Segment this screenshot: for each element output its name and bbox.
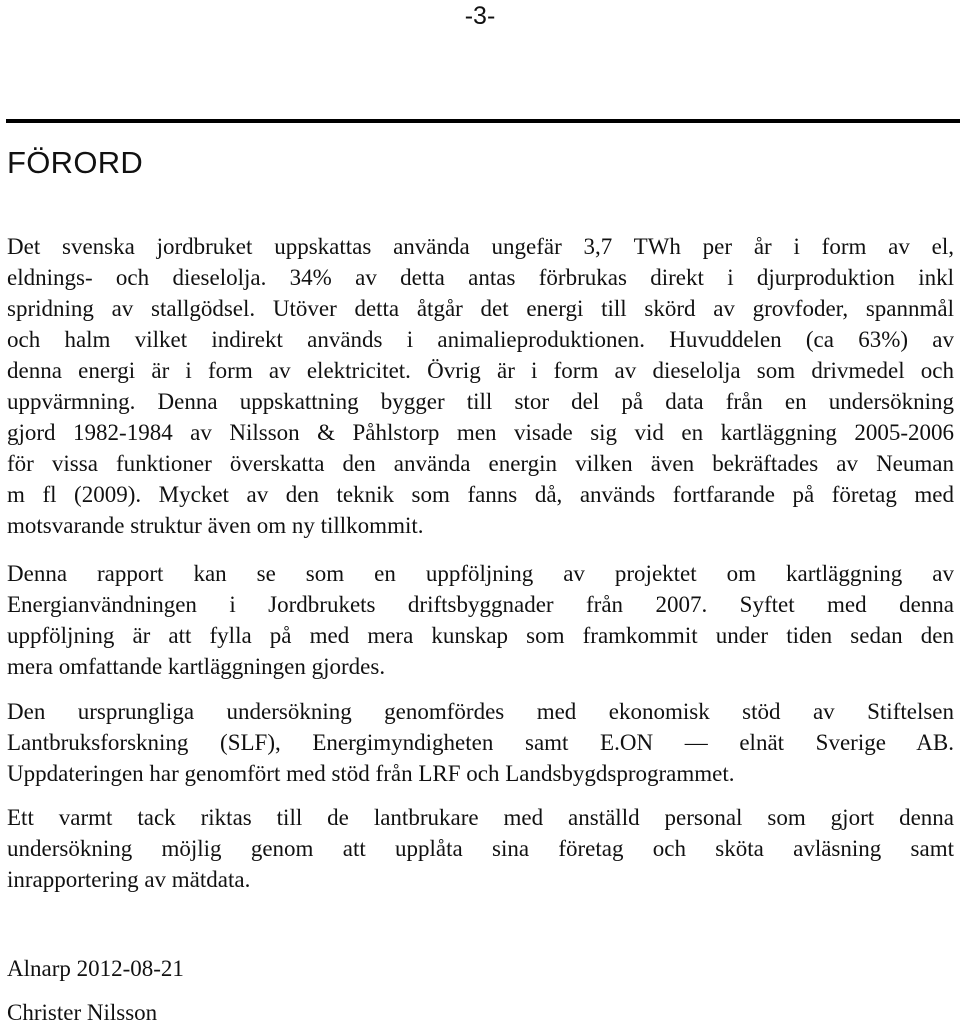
text-line: Den ursprungliga undersökning genomfördes med ekonomisk stöd av Stiftelsen: [7, 699, 954, 724]
text-line: undersökning möjlig genom att upplåta sina företag och sköta avläsning samt: [7, 836, 954, 861]
signature-name: Christer Nilsson: [7, 1000, 158, 1025]
text-line: Lantbruksforskning (SLF), Energimyndigheten samt E.ON — elnät Sverige AB.: [7, 730, 954, 755]
paragraph-intro: [7, 231, 954, 541]
header-rule: [6, 119, 960, 123]
text-line: spridning av stallgödsel. Utöver detta åtgår det energi till skörd av grovfoder, spannmål: [7, 296, 954, 321]
paragraph-report: [7, 558, 954, 682]
text-line: gjord 1982-1984 av Nilsson & Påhlstorp men visade sig vid en kartläggning 2005-2006: [7, 420, 954, 445]
text-line: uppvärmning. Denna uppskattning bygger till stor del på data från en undersökning: [7, 389, 954, 414]
text-line: mera omfattande kartläggningen gjordes.: [7, 654, 386, 679]
text-line: eldnings- och dieselolja. 34% av detta antas förbrukas direkt i djurproduktion inkl: [7, 265, 954, 290]
text-line: Energianvändningen i Jordbrukets driftsbyggnader från 2007. Syftet med denna: [7, 592, 954, 617]
text-line: och halm vilket indirekt används i animalieproduktionen. Huvuddelen (ca 63%) av: [7, 327, 954, 352]
page-number: -3-: [464, 2, 496, 30]
paragraph-funding: [7, 696, 954, 789]
text-line: Ett varmt tack riktas till de lantbrukare med anställd personal som gjort denna: [7, 805, 954, 830]
text-line: inrapportering av mätdata.: [7, 867, 251, 892]
section-heading: FÖRORD: [7, 145, 144, 180]
text-line: uppföljning är att fylla på med mera kunskap som framkommit under tiden sedan den: [7, 623, 954, 648]
text-line: Denna rapport kan se som en uppföljning av projektet om kartläggning av: [7, 561, 954, 586]
paragraph-thanks: [7, 802, 954, 895]
signature-place-date: Alnarp 2012-08-21: [7, 956, 184, 981]
text-line: Det svenska jordbruket uppskattas använda ungefär 3,7 TWh per år i form av el,: [7, 234, 954, 259]
text-line: denna energi är i form av elektricitet. Övrig är i form av dieselolja som drivmedel och: [7, 358, 954, 383]
text-line: Uppdateringen har genomfört med stöd från LRF och Landsbygdsprogrammet.: [7, 761, 735, 786]
text-line: för vissa funktioner överskatta den använda energin vilken även bekräftades av Neuman: [7, 451, 954, 476]
text-line: motsvarande struktur även om ny tillkommit.: [7, 513, 424, 538]
text-line: m fl (2009). Mycket av den teknik som fanns då, används fortfarande på företag med: [7, 482, 954, 507]
